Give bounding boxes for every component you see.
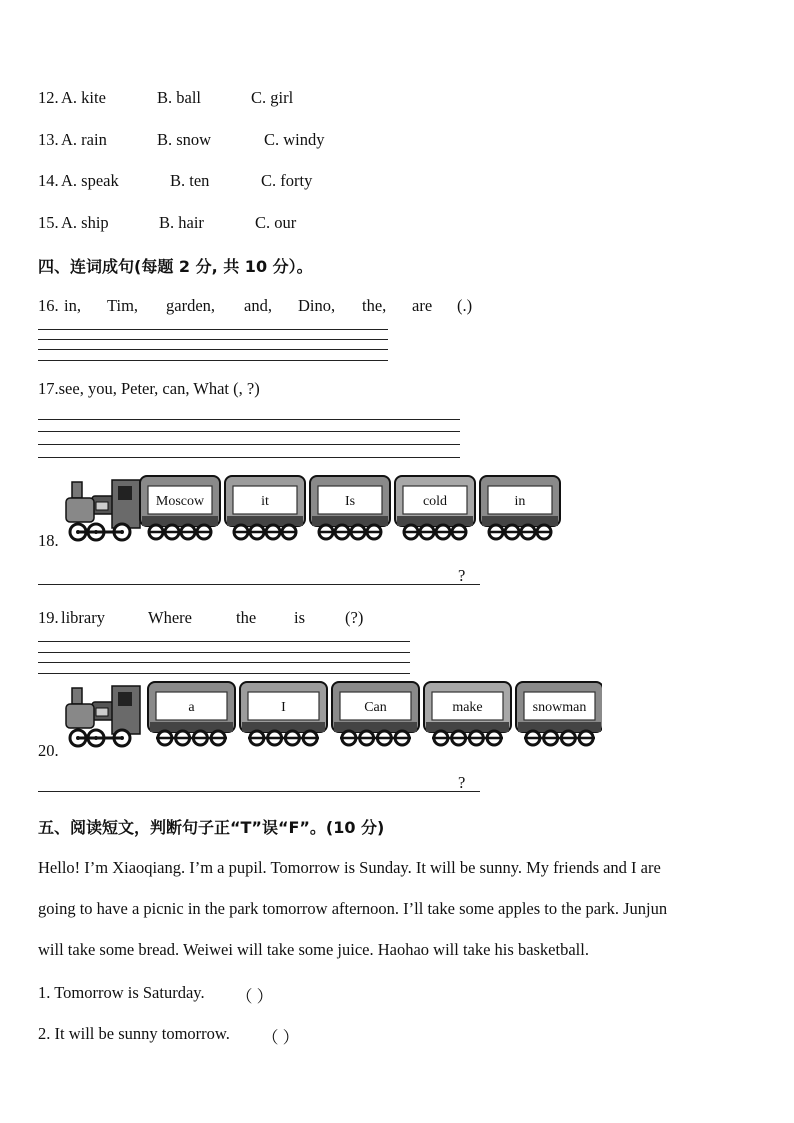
option-a: A. rain	[61, 130, 107, 149]
car-word: Can	[364, 700, 387, 715]
option-c: C. girl	[251, 88, 294, 107]
train-car	[332, 682, 419, 745]
question-17: 17.see, you, Peter, can, What (, ?)	[38, 379, 260, 398]
option-b: B. hair	[159, 213, 204, 232]
answer-line[interactable]	[38, 673, 410, 674]
passage-line: going to have a picnic in the park tomorrow afternoon. I’ll take some apples to the park. Junjun	[38, 899, 668, 918]
answer-line[interactable]	[38, 431, 460, 432]
option-b: B. ten	[170, 171, 210, 190]
option-b: B. snow	[157, 130, 212, 149]
word: (.)	[457, 296, 473, 315]
car-word: make	[452, 700, 483, 715]
loco-window	[118, 486, 132, 500]
car-word: Is	[344, 494, 356, 509]
option-a: A. ship	[61, 213, 109, 232]
word: the,	[362, 296, 387, 315]
passage-line: will take some bread. Weiwei will take some juice. Haohao will take his basketball.	[38, 940, 589, 959]
word: library	[61, 608, 105, 627]
question-number: 20.	[38, 741, 59, 760]
question-number: 13.	[38, 130, 59, 149]
loco-chimney	[72, 482, 82, 498]
question-mark: ?	[458, 566, 466, 585]
loco-front	[66, 498, 94, 522]
train-car	[240, 682, 327, 745]
word: the	[236, 608, 257, 627]
question-number: 19.	[38, 608, 59, 627]
train-car	[395, 476, 475, 539]
answer-line[interactable]	[38, 662, 410, 663]
answer-line[interactable]	[38, 652, 410, 653]
loco-plate	[96, 502, 108, 510]
word: are	[412, 296, 433, 315]
locomotive	[66, 480, 140, 540]
question-number: 12.	[38, 88, 59, 107]
option-b: B. ball	[157, 88, 201, 107]
train-car	[424, 682, 511, 745]
section-4-title: 四、连词成句(每题 2 分, 共 10 分）。	[38, 257, 313, 276]
car-word: snowman	[532, 700, 587, 715]
train-car	[310, 476, 390, 539]
answer-line[interactable]	[38, 419, 460, 420]
question-mark: ?	[458, 773, 466, 792]
word: and,	[244, 296, 272, 315]
answer-line[interactable]	[38, 329, 388, 330]
answer-line[interactable]	[38, 641, 410, 642]
car-word: it	[261, 494, 269, 509]
answer-line-18[interactable]	[38, 584, 480, 585]
train-car	[225, 476, 305, 539]
statement-text: 2. It will be sunny tomorrow.	[38, 1024, 230, 1043]
answer-line[interactable]	[38, 349, 388, 350]
train-car	[140, 476, 220, 539]
option-c: C. our	[255, 213, 297, 232]
loco-plate	[96, 708, 108, 716]
answer-line[interactable]	[38, 339, 388, 340]
section-5-title: 五、阅读短文，判断句子正“T”误“F”。(10 分)	[38, 818, 385, 837]
car-word: cold	[422, 494, 448, 509]
train-car	[516, 682, 602, 745]
loco-chimney	[72, 688, 82, 704]
question-number: 15.	[38, 213, 59, 232]
train-car	[148, 682, 235, 745]
option-c: C. windy	[264, 130, 325, 149]
loco-front	[66, 704, 94, 728]
answer-blank[interactable]: （ ）	[236, 987, 274, 1006]
passage-line: Hello! I’m Xiaoqiang. I’m a pupil. Tomorrow is Sunday. It will be sunny. My friends and I are	[38, 858, 661, 877]
question-number: 14.	[38, 171, 59, 190]
statement-text: 1. Tomorrow is Saturday.	[38, 983, 205, 1002]
question-number: 16.	[38, 296, 59, 315]
answer-line[interactable]	[38, 444, 460, 445]
word: garden,	[166, 296, 216, 315]
car-word: in	[514, 494, 526, 509]
answer-line-20[interactable]	[38, 791, 480, 792]
loco-window	[118, 692, 132, 706]
train-illustration-18	[62, 474, 562, 548]
car-word: a	[188, 700, 195, 715]
option-a: A. speak	[61, 171, 119, 190]
word: is	[294, 608, 306, 627]
answer-blank[interactable]: （ ）	[262, 1028, 300, 1047]
answer-line[interactable]	[38, 360, 388, 361]
question-number: 18.	[38, 531, 59, 550]
car-word: I	[281, 700, 286, 715]
answer-line[interactable]	[38, 457, 460, 458]
word: Tim,	[107, 296, 139, 315]
option-a: A. kite	[61, 88, 106, 107]
word: Where	[148, 608, 192, 627]
car-word: Moscow	[155, 494, 205, 509]
word: in,	[64, 296, 81, 315]
word: (?)	[345, 608, 364, 627]
option-c: C. forty	[261, 171, 313, 190]
word: Dino,	[298, 296, 336, 315]
locomotive	[66, 686, 140, 746]
train-car	[480, 476, 560, 539]
train-illustration-20	[62, 680, 602, 754]
